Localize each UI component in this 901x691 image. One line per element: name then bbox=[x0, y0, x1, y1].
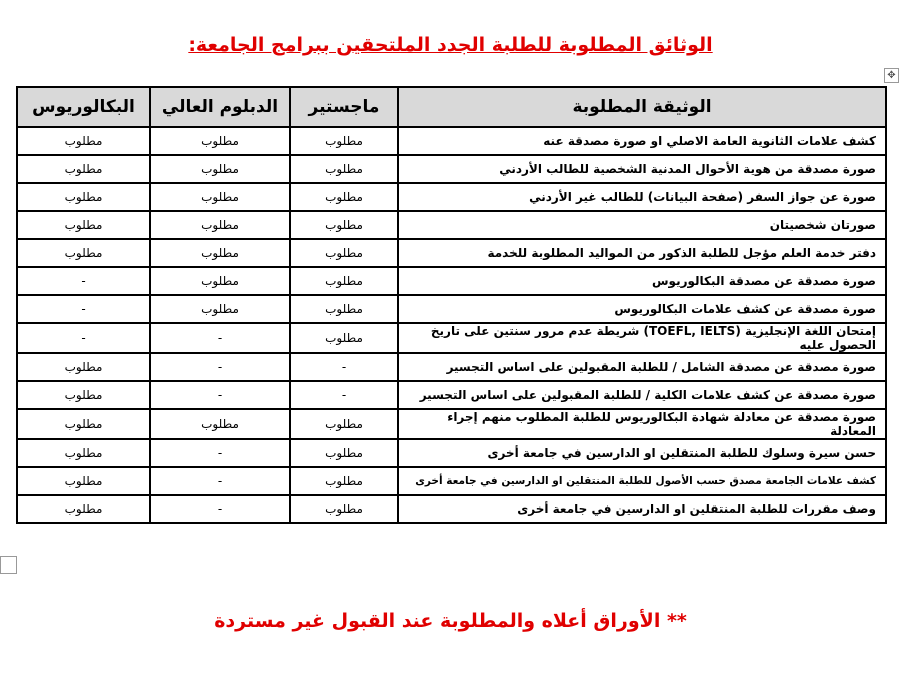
table-row bbox=[17, 295, 886, 323]
table-row bbox=[17, 239, 886, 267]
masters-cell: مطلوب bbox=[290, 439, 398, 467]
document-cell: صورة مصدقة من هوية الأحوال المدنية الشخصية للطالب الأردني bbox=[398, 155, 886, 183]
table-row bbox=[17, 183, 886, 211]
bachelor-cell: مطلوب bbox=[17, 381, 150, 409]
table-row bbox=[17, 381, 886, 409]
diploma-cell: مطلوب bbox=[150, 211, 290, 239]
document-cell: حسن سيرة وسلوك للطلبة المنتقلين او الدارسين في جامعة أخرى bbox=[398, 439, 886, 467]
diploma-cell: مطلوب bbox=[150, 267, 290, 295]
bachelor-cell: مطلوب bbox=[17, 409, 150, 439]
header-diploma: الدبلوم العالي bbox=[150, 87, 290, 127]
document-cell: صورة مصدقة عن معادلة شهادة البكالوريوس للطلبة المطلوب منهم إجراء المعادلة bbox=[398, 409, 886, 439]
document-cell: كشف علامات الجامعة مصدق حسب الأصول للطلبة المنتقلين او الدارسين في جامعة أخرى bbox=[398, 467, 886, 495]
masters-cell: مطلوب bbox=[290, 467, 398, 495]
table-row bbox=[17, 439, 886, 467]
diploma-cell: مطلوب bbox=[150, 127, 290, 155]
diploma-cell: مطلوب bbox=[150, 239, 290, 267]
header-document: الوثيقة المطلوبة bbox=[398, 87, 886, 127]
table-row bbox=[17, 127, 886, 155]
required-documents-table bbox=[16, 86, 887, 524]
bachelor-cell: مطلوب bbox=[17, 439, 150, 467]
masters-cell: مطلوب bbox=[290, 239, 398, 267]
table-row bbox=[17, 267, 886, 295]
table-row bbox=[17, 353, 886, 381]
diploma-cell: - bbox=[150, 323, 290, 353]
document-cell: وصف مقررات للطلبة المنتقلين او الدارسين في جامعة أخرى bbox=[398, 495, 886, 523]
bachelor-cell: مطلوب bbox=[17, 239, 150, 267]
document-cell: كشف علامات الثانوية العامة الاصلي او صورة مصدقة عنه bbox=[398, 127, 886, 155]
document-cell: إمتحان اللغة الإنجليزية (TOEFL, IELTS) شريطة عدم مرور سنتين على تاريخ الحصول عليه bbox=[398, 323, 886, 353]
diploma-cell: مطلوب bbox=[150, 409, 290, 439]
masters-cell: مطلوب bbox=[290, 155, 398, 183]
header-bachelor: البكالوريوس bbox=[17, 87, 150, 127]
bachelor-cell: - bbox=[17, 323, 150, 353]
table-row bbox=[17, 467, 886, 495]
masters-cell: مطلوب bbox=[290, 323, 398, 353]
masters-cell: مطلوب bbox=[290, 183, 398, 211]
document-cell: دفتر خدمة العلم مؤجل للطلبة الذكور من المواليد المطلوبة للخدمة bbox=[398, 239, 886, 267]
bachelor-cell: مطلوب bbox=[17, 353, 150, 381]
table-row bbox=[17, 495, 886, 523]
table-row bbox=[17, 211, 886, 239]
masters-cell: مطلوب bbox=[290, 267, 398, 295]
bachelor-cell: مطلوب bbox=[17, 155, 150, 183]
diploma-cell: مطلوب bbox=[150, 183, 290, 211]
document-cell: صورة مصدقة عن كشف علامات الكلية / للطلبة المقبولين على اساس التجسير bbox=[398, 381, 886, 409]
masters-cell: مطلوب bbox=[290, 127, 398, 155]
footer-note: ** الأوراق أعلاه والمطلوبة عند القبول غير مستردة bbox=[214, 610, 687, 632]
masters-cell: مطلوب bbox=[290, 295, 398, 323]
bachelor-cell: مطلوب bbox=[17, 211, 150, 239]
document-cell: صورة مصدقة عن مصدقة البكالوريوس bbox=[398, 267, 886, 295]
document-cell: صورتان شخصيتان bbox=[398, 211, 886, 239]
bachelor-cell: - bbox=[17, 295, 150, 323]
document-cell: صورة عن جواز السفر (صفحة البيانات) للطالب غير الأردني bbox=[398, 183, 886, 211]
diploma-cell: - bbox=[150, 353, 290, 381]
page-title: الوثائق المطلوبة للطلبة الجدد الملتحقين ببرامج الجامعة: bbox=[188, 34, 713, 56]
masters-cell: - bbox=[290, 353, 398, 381]
masters-cell: مطلوب bbox=[290, 211, 398, 239]
diploma-cell: مطلوب bbox=[150, 155, 290, 183]
table-move-handle-icon[interactable]: ✥ bbox=[884, 68, 899, 83]
document-cell: صورة مصدقة عن مصدقة الشامل / للطلبة المقبولين على اساس التجسير bbox=[398, 353, 886, 381]
masters-cell: - bbox=[290, 381, 398, 409]
bachelor-cell: مطلوب bbox=[17, 467, 150, 495]
bachelor-cell: مطلوب bbox=[17, 183, 150, 211]
masters-cell: مطلوب bbox=[290, 495, 398, 523]
diploma-cell: - bbox=[150, 439, 290, 467]
masters-cell: مطلوب bbox=[290, 409, 398, 439]
header-masters: ماجستير bbox=[290, 87, 398, 127]
table-row bbox=[17, 323, 886, 353]
diploma-cell: - bbox=[150, 495, 290, 523]
bachelor-cell: مطلوب bbox=[17, 495, 150, 523]
table-row bbox=[17, 155, 886, 183]
diploma-cell: مطلوب bbox=[150, 295, 290, 323]
document-cell: صورة مصدقة عن كشف علامات البكالوريوس bbox=[398, 295, 886, 323]
table-body bbox=[17, 127, 886, 523]
bachelor-cell: مطلوب bbox=[17, 127, 150, 155]
table-row bbox=[17, 409, 886, 439]
diploma-cell: - bbox=[150, 467, 290, 495]
table-header-row bbox=[17, 87, 886, 127]
diploma-cell: - bbox=[150, 381, 290, 409]
table-resize-handle[interactable] bbox=[0, 556, 17, 574]
bachelor-cell: - bbox=[17, 267, 150, 295]
